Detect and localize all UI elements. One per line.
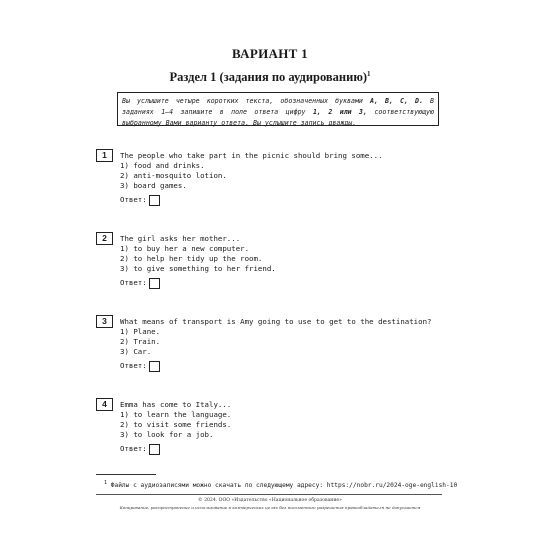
task-option-1: 1) to learn the language. [120, 410, 232, 419]
task-option-3: 3) to look for a job. [120, 430, 214, 439]
task-number: 1 [96, 149, 113, 162]
task-option-3: 3) board games. [120, 181, 187, 190]
instruction-box [117, 92, 439, 126]
answer-row [120, 277, 160, 289]
answer-box[interactable] [149, 195, 160, 206]
task-option-2: 2) to help her tidy up the room. [120, 254, 263, 263]
section-title [0, 70, 540, 85]
instruction-part3: соответствующую выбранному Вами варианту ответа. Вы услышите запись дважды. [122, 108, 434, 127]
section-footnote-mark: 1 [367, 70, 371, 78]
task-number: 4 [96, 398, 113, 411]
task-option-2: 2) Train. [120, 337, 161, 346]
task-option-3: 3) Car. [120, 347, 152, 356]
footnote-text: Файлы с аудиозаписями можно скачать по следующему адресу: https://nobr.ru/2024-oge-english-10 [110, 482, 458, 490]
footnote-divider [96, 474, 156, 475]
answer-label: Ответ: [120, 361, 147, 370]
legal-notice: Копирование, распространение и использование в коммерческих целях без письменного разрешения правообладателя не допускается [119, 505, 421, 510]
answer-label: Ответ: [120, 444, 147, 453]
task-option-1: 1) food and drinks. [120, 161, 205, 170]
instruction-letters: A, B, C, D. [369, 97, 423, 105]
task-question: Emma has come to Italy... [120, 400, 232, 409]
task-question: The girl asks her mother... [120, 234, 241, 243]
footer-divider [96, 494, 442, 495]
copyright: © 2024. ООО «Издательство «Национальное образование» [198, 498, 342, 503]
task-question: What means of transport is Amy going to use to get to the destination? [120, 317, 432, 326]
footnote-mark: 1 [104, 480, 108, 486]
task-number: 2 [96, 232, 113, 245]
answer-box[interactable] [149, 278, 160, 289]
task-option-1: 1) to buy her a new computer. [120, 244, 250, 253]
task-option-2: 2) anti-mosquito lotion. [120, 171, 227, 180]
instruction-part2: В заданиях 1–4 запишите в поле ответа цифру [122, 97, 434, 116]
answer-row [120, 360, 160, 372]
answer-box[interactable] [149, 361, 160, 372]
task-question: The people who take part in the picnic should bring some... [120, 151, 383, 160]
footnote [104, 480, 457, 489]
task-option-1: 1) Plane. [120, 327, 161, 336]
answer-label: Ответ: [120, 195, 147, 204]
task-number: 3 [96, 315, 113, 328]
answer-label: Ответ: [120, 278, 147, 287]
answer-box[interactable] [149, 444, 160, 455]
instruction-part1: Вы услышите четыре коротких текста, обозначенных буквами [122, 97, 370, 105]
answer-row [120, 443, 160, 455]
variant-title: ВАРИАНТ 1 [232, 46, 308, 61]
task-option-3: 3) to give something to her friend. [120, 264, 276, 273]
task-option-2: 2) to visit some friends. [120, 420, 232, 429]
answer-row [120, 194, 160, 206]
section-title-text: Раздел 1 (задания по аудированию) [169, 70, 368, 85]
instruction-digits: 1, 2 или 3, [312, 108, 368, 116]
